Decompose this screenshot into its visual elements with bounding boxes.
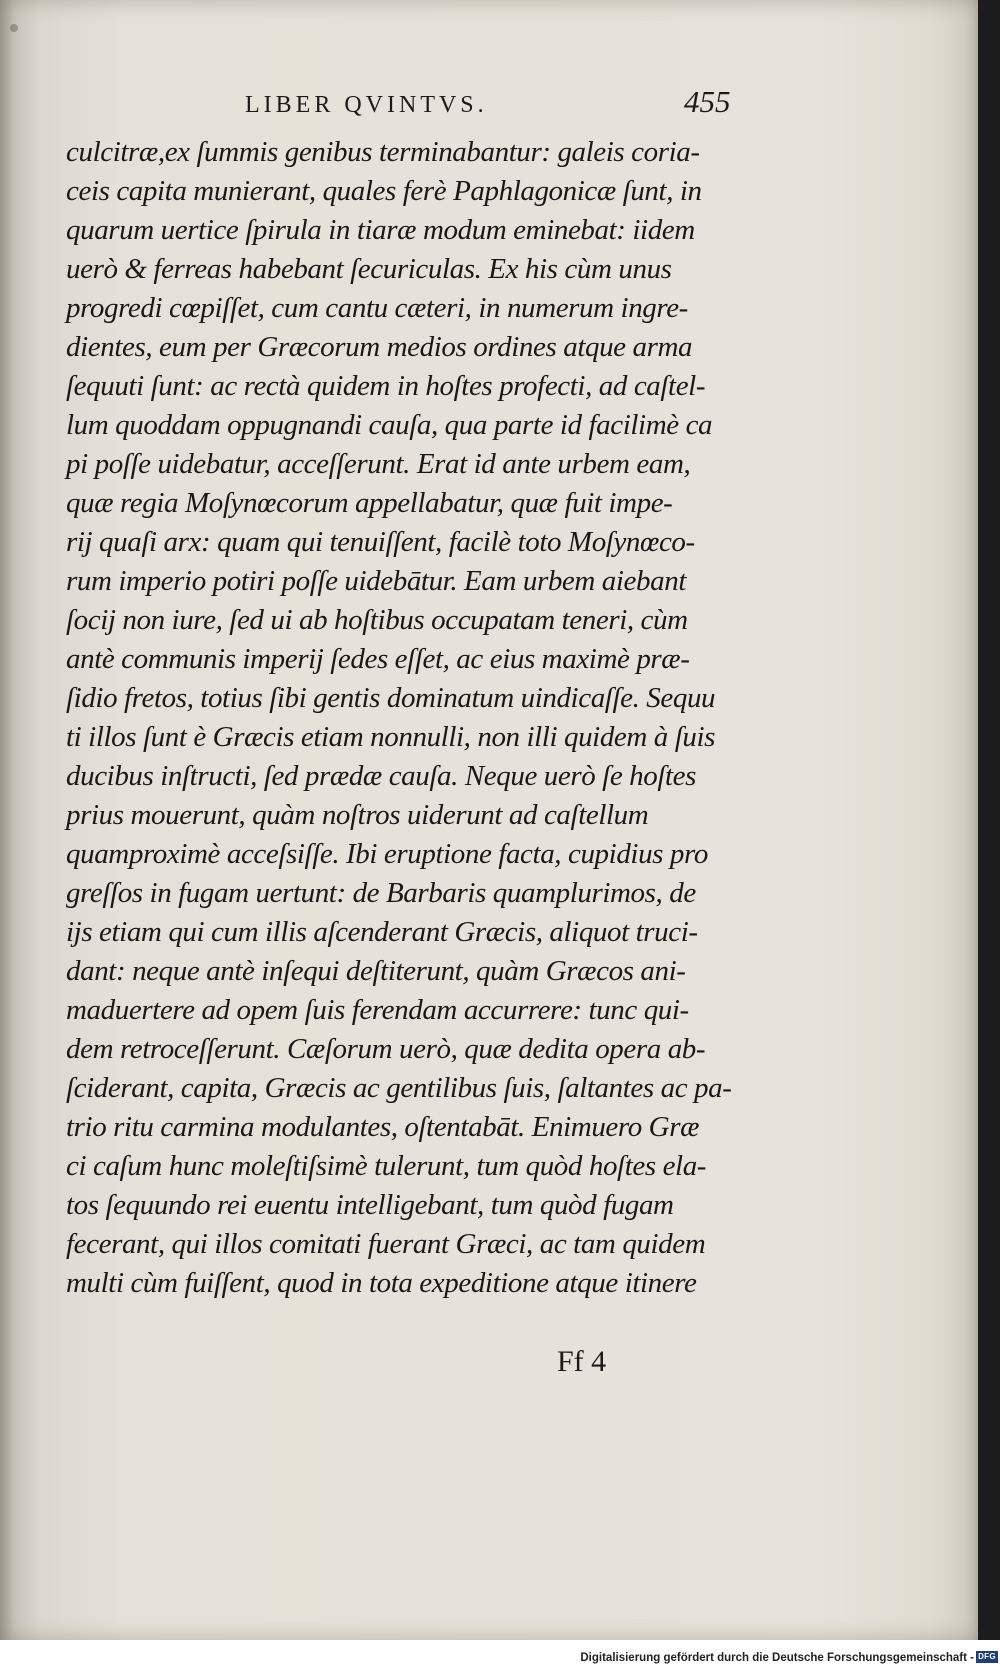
text-line: uerò & ferreas habebant ſecuriculas. Ex his cùm unus	[66, 253, 672, 285]
text-line: ducibus inſtructi, ſed prædæ cauſa. Neque uerò ſe hoſtes	[66, 760, 697, 792]
text-line: rum imperio potiri poſſe uidebātur. Eam urbem aiebant	[66, 565, 686, 597]
digitization-credit: Digitalisierung gefördert durch die Deutsche Forschungsgemeinschaft -	[580, 1652, 974, 1664]
scan-border-right	[978, 0, 1000, 1640]
text-line: maduertere ad opem ſuis ferendam accurrere: tunc qui-	[66, 994, 689, 1026]
text-line: dem retroceſſerunt. Cæſorum uerò, quæ dedita opera ab-	[66, 1033, 706, 1065]
page-number: 455	[684, 84, 731, 119]
text-line: dant: neque antè inſequi deſtiterunt, quàm Græcos ani-	[66, 955, 686, 987]
text-line: ſocij non iure, ſed ui ab hoſtibus occupatam teneri, cùm	[66, 604, 688, 636]
text-line: multi cùm fuiſſent, quod in tota expeditione atque itinere	[66, 1267, 697, 1299]
text-line: quamproximè acceſsiſſe. Ibi eruptione facta, cupidius pro	[66, 838, 708, 870]
text-line: ſidio fretos, totius ſibi gentis dominatum uindicaſſe. Sequu	[66, 682, 716, 714]
text-line: lum quoddam oppugnandi cauſa, qua parte id facilimè ca	[66, 409, 713, 441]
text-line: ceis capita munierant, quales ferè Paphlagonicæ ſunt, in	[66, 175, 702, 207]
text-line: rij quaſi arx: quam qui tenuiſſent, facilè toto Moſynœco-	[66, 526, 695, 558]
text-line: ci caſum hunc moleſtiſsimè tulerunt, tum quòd hoſtes ela-	[66, 1150, 707, 1182]
signature-mark: Ff 4	[557, 1345, 607, 1378]
text-line: prius mouerunt, quàm noſtros uiderunt ad caſtellum	[66, 799, 649, 831]
text-line: quæ regia Moſynœcorum appellabatur, quæ fuit impe-	[66, 487, 673, 519]
text-line: pi poſſe uidebatur, acceſſerunt. Erat id ante urbem eam,	[66, 448, 691, 480]
text-line: progredi cœpiſſet, cum cantu cæteri, in numerum ingre-	[66, 292, 688, 324]
text-line: ſequuti ſunt: ac rectà quidem in hoſtes profecti, ad caſtel-	[66, 370, 706, 402]
text-line: ijs etiam qui cum illis aſcenderant Græcis, aliquot truci-	[66, 916, 698, 948]
running-title: LIBER QVINTVS.	[245, 92, 488, 118]
page-stain	[10, 24, 18, 32]
text-line: dientes, eum per Græcorum medios ordines atque arma	[66, 331, 693, 363]
text-line: ſciderant, capita, Græcis ac gentilibus ſuis, ſaltantes ac pa-	[66, 1072, 732, 1104]
dfg-logo: DFG	[976, 1651, 998, 1663]
text-line: fecerant, qui illos comitati fuerant Græci, ac tam quidem	[66, 1228, 706, 1260]
text-line: greſſos in fugam uertunt: de Barbaris quamplurimos, de	[66, 877, 696, 909]
text-line: antè communis imperij ſedes eſſet, ac eius maximè præ-	[66, 643, 690, 675]
body-text-block	[66, 133, 756, 1303]
text-line: ti illos ſunt è Græcis etiam nonnulli, non illi quidem à ſuis	[66, 721, 716, 753]
text-line: culcitræ,ex ſummis genibus terminabantur: galeis coria-	[66, 136, 700, 168]
text-line: quarum uertice ſpirula in tiaræ modum eminebat: iidem	[66, 214, 695, 246]
text-line: tos ſequundo rei euentu intelligebant, tum quòd fugam	[66, 1189, 674, 1221]
text-line: trio ritu carmina modulantes, oſtentabāt. Enimuero Græ	[66, 1111, 700, 1143]
